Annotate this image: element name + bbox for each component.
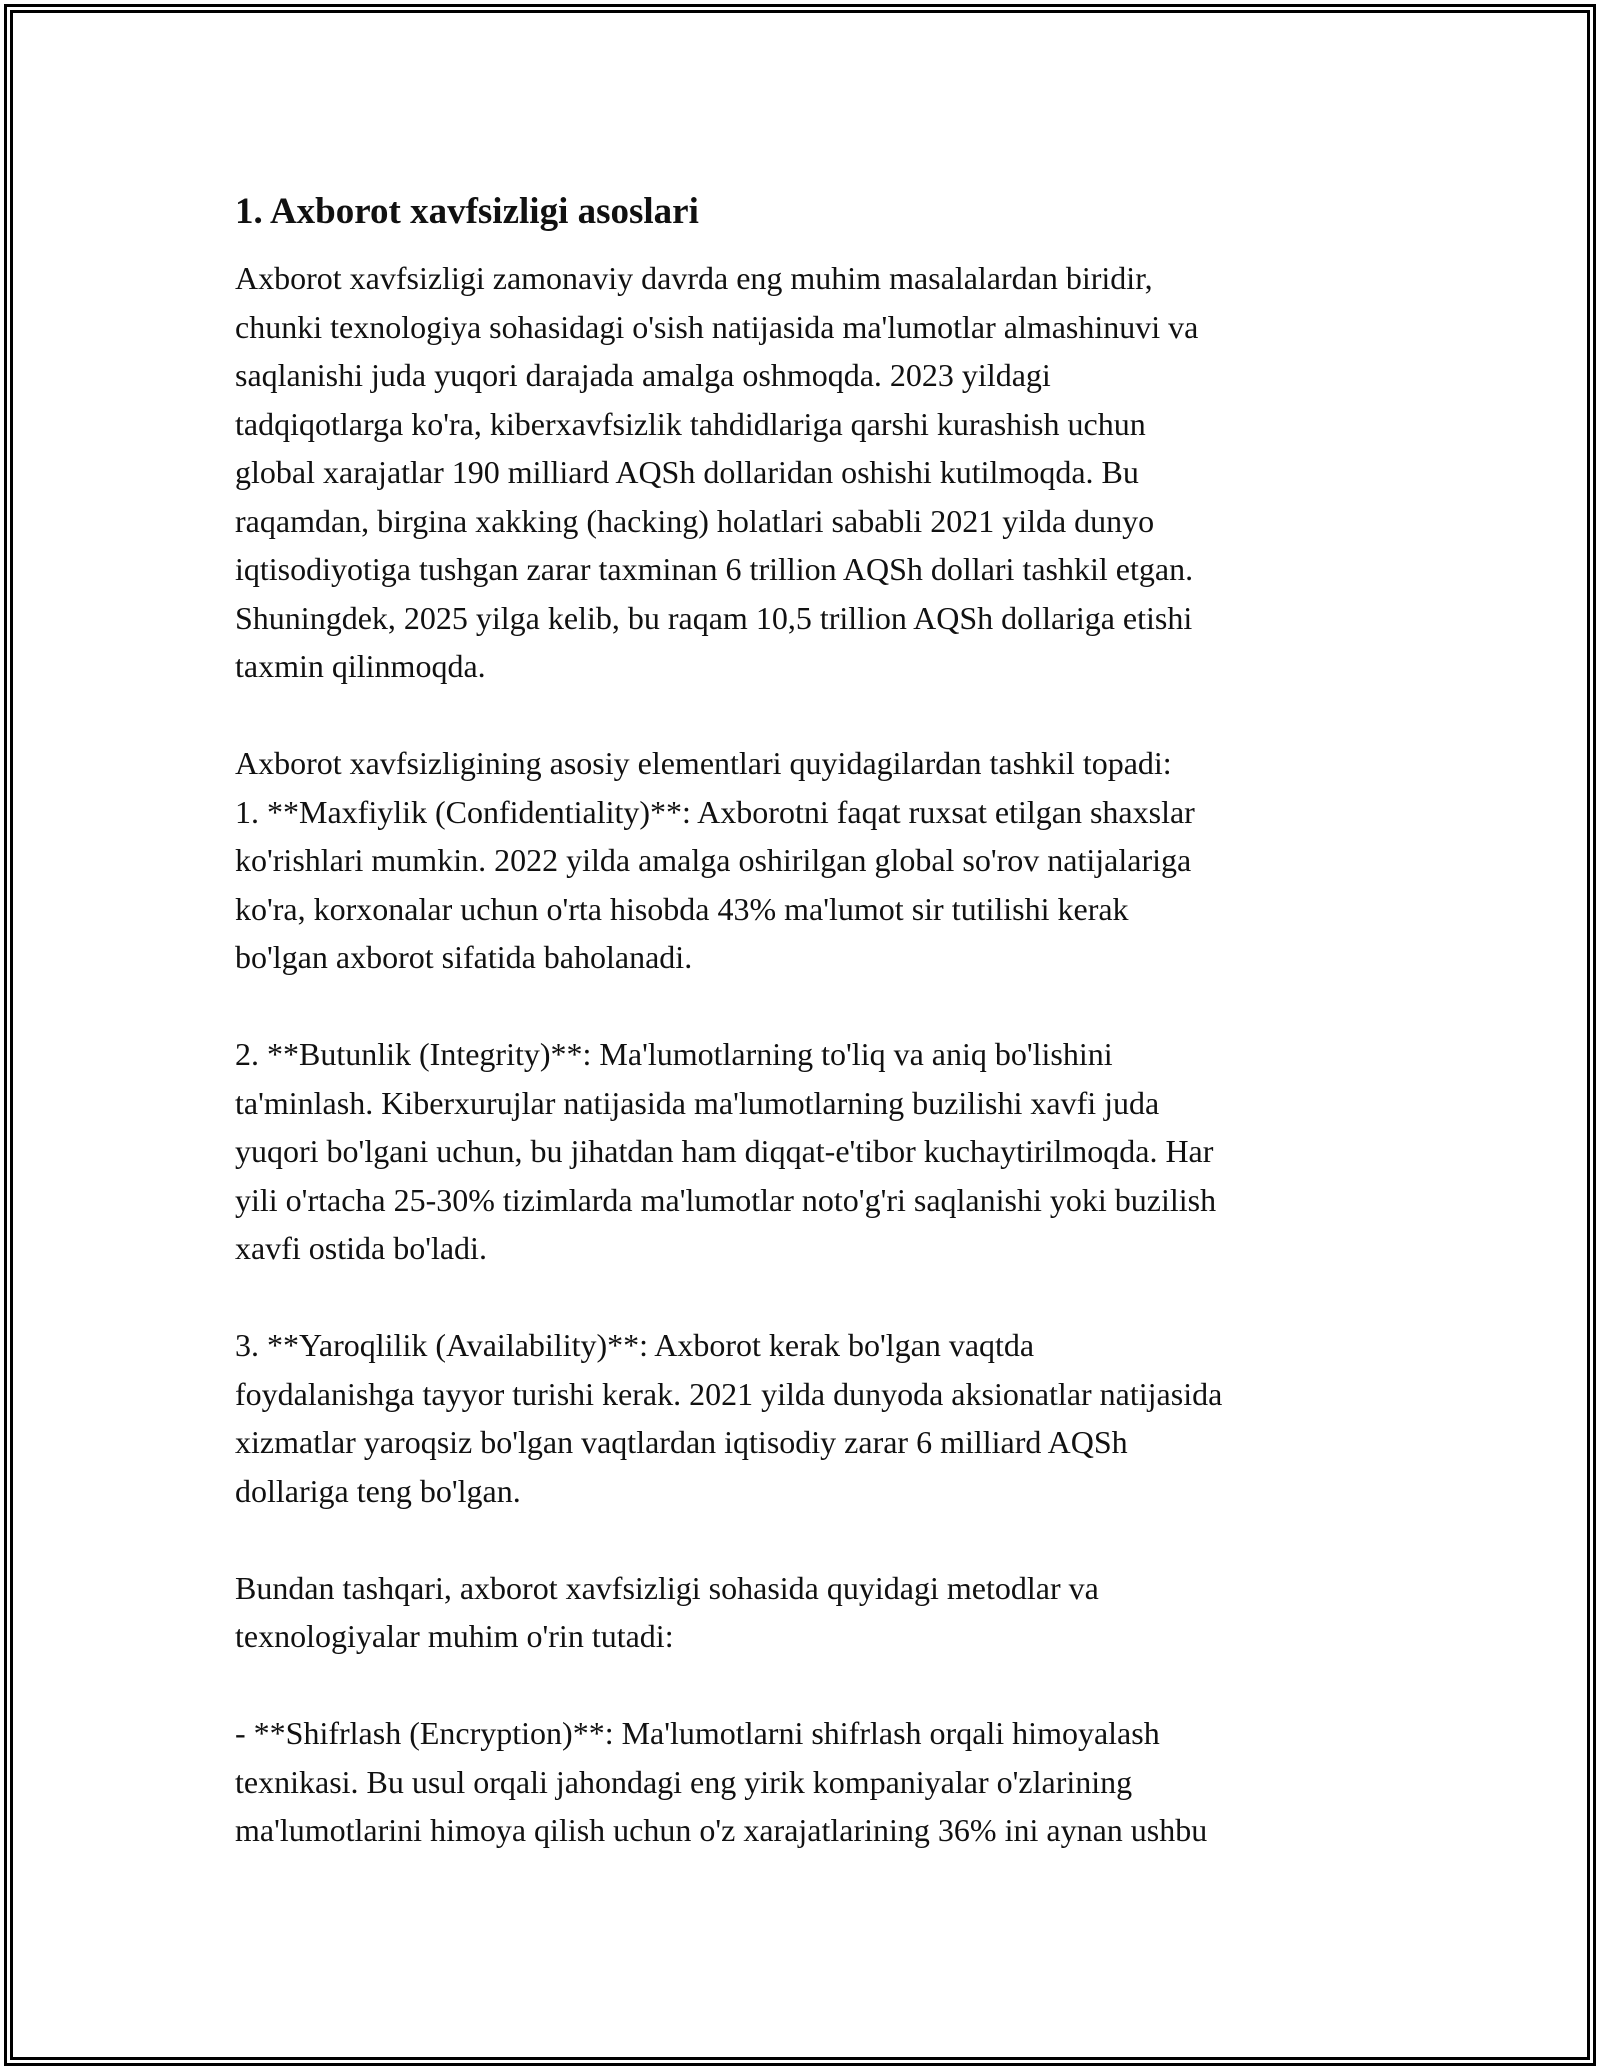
- section-heading: 1. Axborot xavfsizligi asoslari: [235, 191, 699, 232]
- document-body: [235, 186, 1405, 1855]
- paragraph-gap: [235, 1661, 1405, 1710]
- paragraph-gap: [235, 982, 1405, 1031]
- paragraph-gap: [235, 1273, 1405, 1322]
- paragraph-methods-intro: Bundan tashqari, axborot xavfsizligi sohasida quyidagi metodlar va texnologiyalar muhim o'rin tutadi:: [235, 1569, 1099, 1654]
- paragraph-gap: [235, 1515, 1405, 1564]
- paragraph-confidentiality: Axborot xavfsizligining asosiy elementlari quyidagilardan tashkil topadi: 1. **Maxfiylik (Confidentiality)**: Axborotni faqat ruxsat etilgan shaxslar ko'rishlari mumkin. 2022 yilda amalga oshirilgan global so'rov natijalariga ko'ra, korxonalar uchun o'rta hisobda 43% ma'lumot sir tutilishi kerak bo'lgan axborot sifatida baholanadi.: [235, 745, 1195, 975]
- paragraph-intro: Axborot xavfsizligi zamonaviy davrda eng muhim masalalardan biridir, chunki texnologiya sohasidagi o'sish natijasida ma'lumotlar almashinuvi va saqlanishi juda yuqori darajada amalga oshmoqda. 2023 yildagi tadqiqotlarga ko'ra, kiberxavfsizlik tahdidlariga qarshi kurashish uchun global xarajatlar 190 milliard AQSh dollaridan oshishi kutilmoqda. Bu raqamdan, birgina xakking (hacking) holatlari sababli 2021 yilda dunyo iqtisodiyotiga tushgan zarar taxminan 6 trillion AQSh dollari tashkil etgan. Shuningdek, 2025 yilga kelib, bu raqam 10,5 trillion AQSh dollariga etishi taxmin qilinmoqda.: [235, 260, 1199, 684]
- paragraph-encryption: - **Shifrlash (Encryption)**: Ma'lumotlarni shifrlash orqali himoyalash texnikasi. Bu usul orqali jahondagi eng yirik kompaniyalar o'zlarining ma'lumotlarini himoya qilish uchun o'z xarajatlarining 36% ini aynan ushbu: [235, 1715, 1208, 1848]
- paragraph-gap: [235, 691, 1405, 740]
- paragraph-integrity: 2. **Butunlik (Integrity)**: Ma'lumotlarning to'liq va aniq bo'lishini ta'minlash. Kiberxurujlar natijasida ma'lumotlarning buzilishi xavfi juda yuqori bo'lgani uchun, bu jihatdan ham diqqat-e'tibor kuchaytirilmoqda. Har yili o'rtacha 25-30% tizimlarda ma'lumotlar noto'g'ri saqlanishi yoki buzilish xavfi ostida bo'ladi.: [235, 1036, 1217, 1266]
- paragraph-availability: 3. **Yaroqlilik (Availability)**: Axborot kerak bo'lgan vaqtda foydalanishga tayyor turishi kerak. 2021 yilda dunyoda aksionatlar natijasida xizmatlar yaroqsiz bo'lgan vaqtlardan iqtisodiy zarar 6 milliard AQSh dollariga teng bo'lgan.: [235, 1327, 1223, 1509]
